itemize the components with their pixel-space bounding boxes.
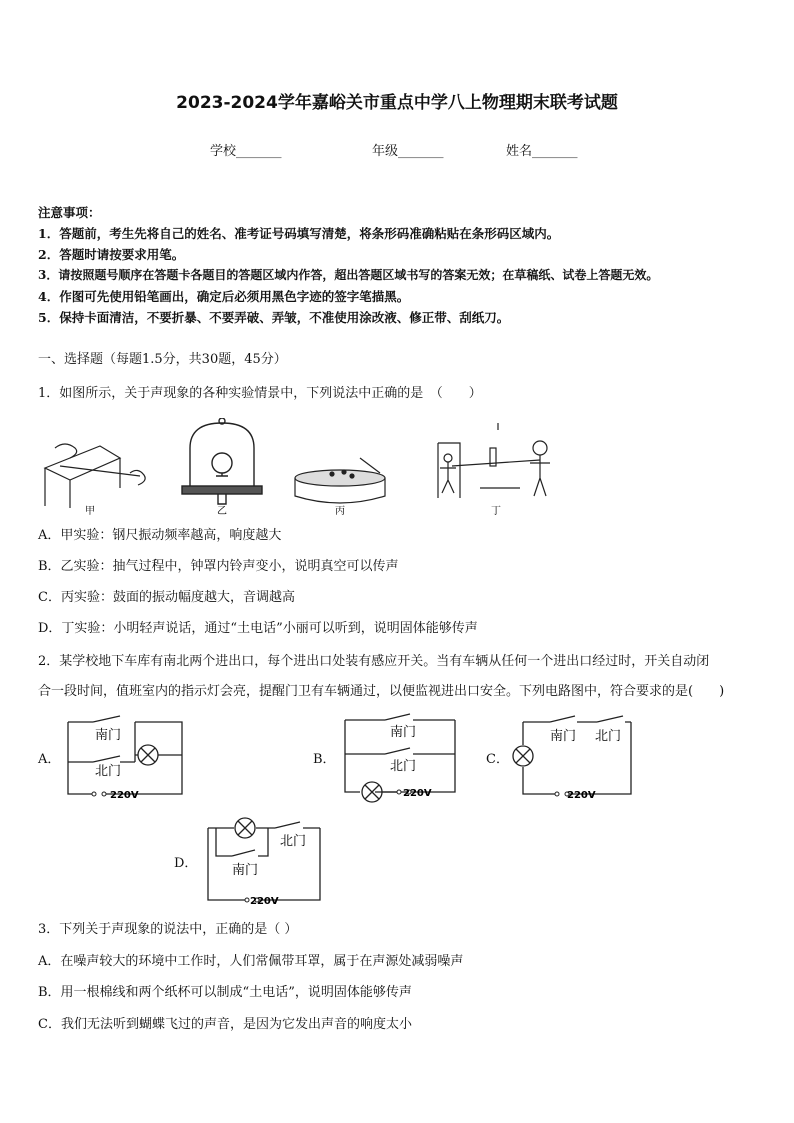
figure-jia-ruler	[45, 444, 145, 508]
q1-option-d[interactable]: D．丁实验：小明轻声说话，通过“土电话”小丽可以听到，说明固体能够传声	[38, 621, 478, 636]
fig-label-yi: 乙	[217, 506, 227, 517]
question-1-stem: 1．如图所示，关于声现象的各种实验情景中，下列说法中正确的是 （ ）	[38, 386, 482, 401]
q1-option-a[interactable]: A．甲实验：钢尺振动频率越高，响度越大	[38, 528, 282, 543]
circuit-a-letter[interactable]: A．	[38, 752, 61, 767]
switch-south-label: 南门	[232, 863, 259, 878]
voltage-label: 220V	[567, 790, 596, 801]
note-item: 3．请按照题号顺序在答题卡各题目的答题区域内作答，超出答题区域书写的答案无效；在草稿纸、试卷上答题无效。	[38, 268, 659, 282]
figure-bing-drum	[295, 458, 385, 503]
circuit-c-letter[interactable]: C．	[486, 752, 509, 767]
grade-field: 年级_______	[372, 144, 444, 159]
circuit-b-diagram	[335, 712, 465, 804]
circuit-b-letter[interactable]: B．	[313, 752, 336, 767]
switch-south-label: 南门	[95, 728, 122, 743]
q3-option-a[interactable]: A．在噪声较大的环境中工作时，人们常佩带耳罩，属于在声源处减弱噪声	[38, 954, 464, 969]
voltage-label: 220V	[403, 788, 432, 799]
school-field: 学校_______	[210, 144, 282, 159]
note-item: 1．答题前，考生先将自己的姓名、准考证号码填写清楚，将条形码准确粘贴在条形码区域内。	[38, 226, 560, 241]
fig-label-ding: 丁	[491, 506, 501, 517]
fig-label-jia: 甲	[85, 506, 95, 517]
page-title: 2023-2024学年嘉峪关市重点中学八上物理期末联考试题	[176, 93, 618, 113]
figure-ding-string-phone	[438, 423, 550, 498]
switch-north-label: 北门	[390, 759, 417, 774]
circuit-d-letter[interactable]: D．	[174, 856, 198, 871]
circuit-c-diagram	[505, 712, 640, 802]
notes-heading: 注意事项：	[38, 205, 101, 220]
question-3-stem: 3．下列关于声现象的说法中，正确的是（ ）	[38, 922, 298, 937]
q1-option-b[interactable]: B．乙实验：抽气过程中，钟罩内铃声变小，说明真空可以传声	[38, 559, 399, 574]
name-field: 姓名_______	[506, 144, 578, 159]
switch-south-label: 南门	[550, 729, 577, 744]
switch-north-label: 北门	[95, 764, 122, 779]
section-heading: 一、选择题（每题1.5分，共30题，45分）	[38, 352, 287, 367]
question-2-stem-line2: 合一段时间，值班室内的指示灯会亮，提醒门卫有车辆通过，以便监视进出口安全。下列电路图中，符合要求的是( )	[38, 684, 725, 699]
switch-north-label: 北门	[280, 834, 307, 849]
q1-figure	[40, 418, 560, 518]
voltage-label: 220V	[110, 790, 139, 801]
note-item: 4．作图可先使用铅笔画出，确定后必须用黑色字迹的签字笔描黑。	[38, 289, 410, 304]
switch-north-label: 北门	[595, 729, 622, 744]
q1-option-c[interactable]: C．丙实验：鼓面的振动幅度越大，音调越高	[38, 590, 295, 605]
note-item: 2．答题时请按要求用笔。	[38, 247, 185, 262]
circuit-d-diagram	[200, 812, 330, 907]
voltage-label: 220V	[250, 896, 279, 907]
note-item: 5．保持卡面清洁，不要折暴、不要弄破、弄皱，不准使用涂改液、修正带、刮纸刀。	[38, 310, 510, 325]
q3-option-c[interactable]: C．我们无法听到蝴蝶飞过的声音，是因为它发出声音的响度太小	[38, 1017, 412, 1032]
q3-option-b[interactable]: B．用一根棉线和两个纸杯可以制成“土电话”，说明固体能够传声	[38, 985, 412, 1000]
switch-south-label: 南门	[390, 725, 417, 740]
question-2-stem-line1: 2．某学校地下车库有南北两个进出口，每个进出口处装有感应开关。当有车辆从任何一个进出口经过时，开关自动闭	[38, 654, 710, 669]
circuit-a-diagram	[60, 712, 190, 802]
fig-label-bing: 丙	[335, 506, 345, 517]
figure-yi-bell-jar	[182, 418, 262, 504]
